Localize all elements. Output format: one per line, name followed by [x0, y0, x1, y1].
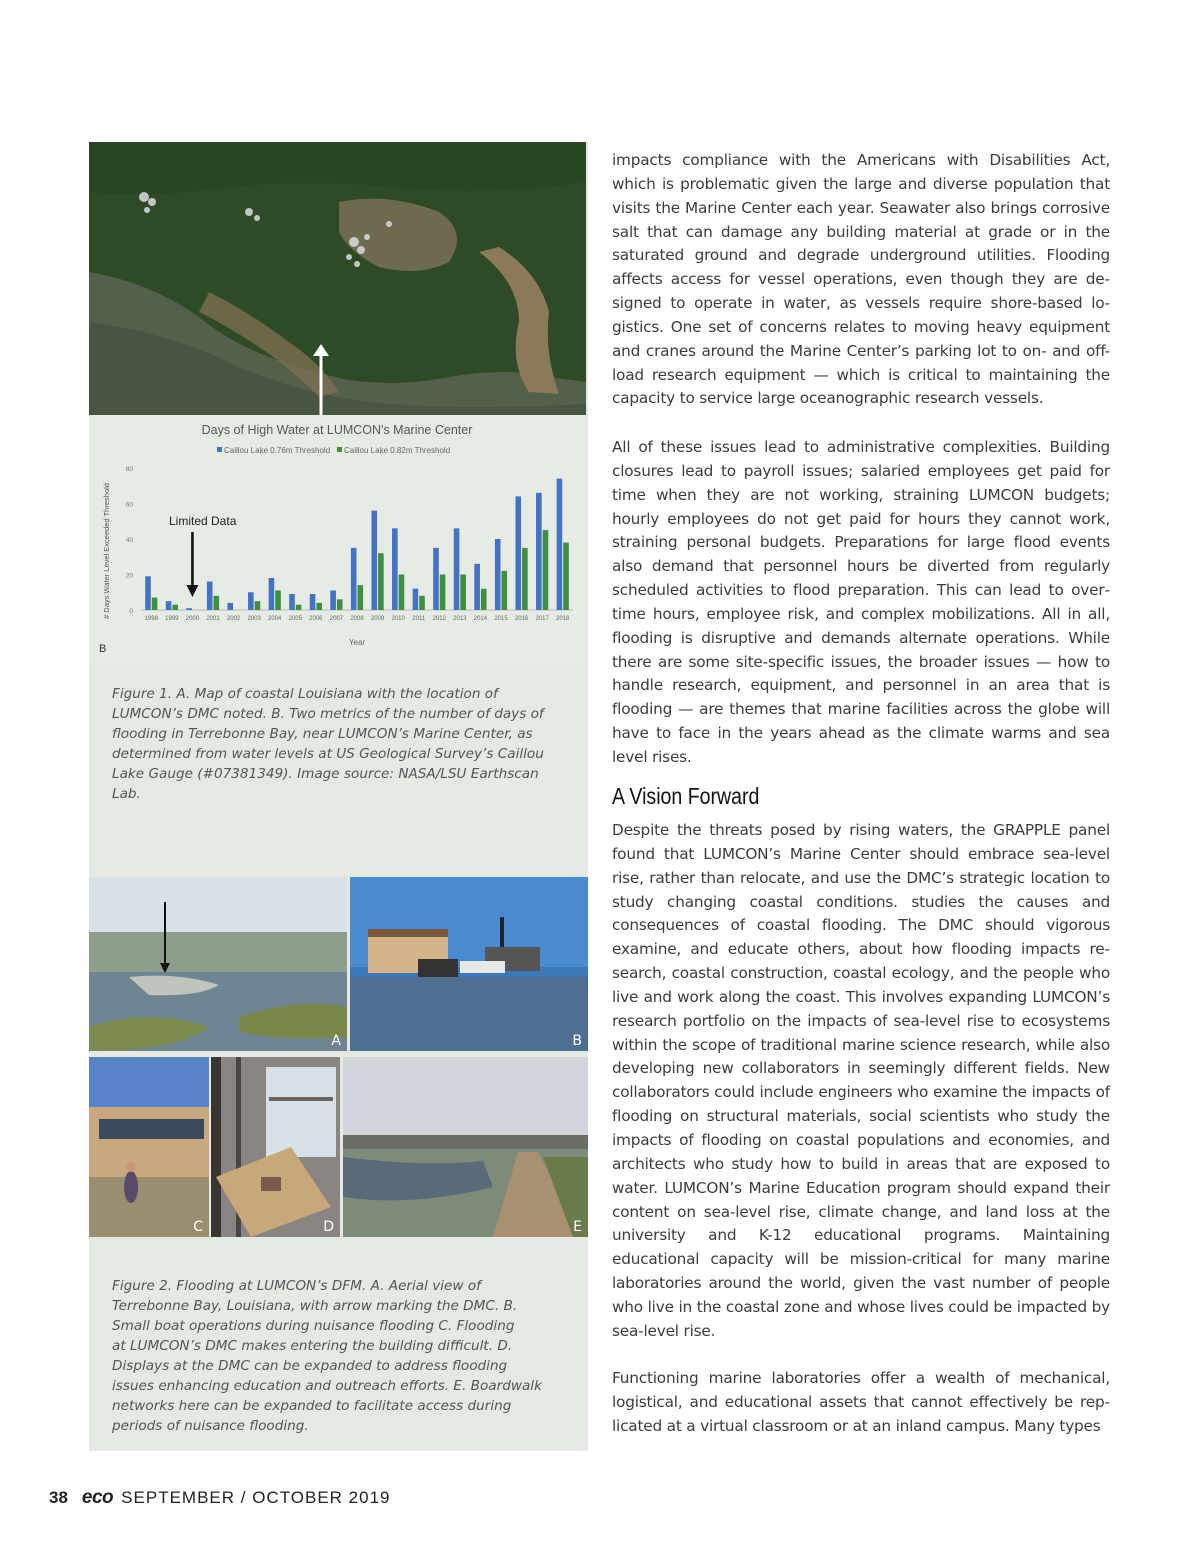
bar-series2-2016	[522, 548, 528, 610]
x-tick-label: 2001	[206, 616, 220, 622]
figure1-panel-b-label: B	[99, 643, 107, 655]
bar-series1-2005	[289, 594, 295, 610]
x-tick-label: 2014	[473, 616, 488, 622]
bar-series1-2007	[330, 590, 336, 610]
page-number: 38	[49, 1488, 68, 1507]
photo-label-a: A	[331, 1033, 341, 1049]
bar-series2-2018	[563, 543, 569, 610]
figure2-caption: Figure 2. Flooding at LUMCON’s DFM. A. Aerial view of Terrebonne Bay, Louisiana, with arrow marking the DMC. B. Small boat operations during nuisance flooding C. Flooding at LUMCON’s DMC makes entering the building difficult. D. Displays at the DMC can be expanded to address flooding issues enhancing education and outreach efforts. E. Boardwalk networks here can be expanded to facilitate access during periods of nuisance flooding.	[112, 1278, 542, 1434]
bar-series1-1999	[166, 601, 172, 610]
bar-series1-2018	[557, 479, 563, 610]
x-tick-label: 2018	[556, 616, 570, 622]
bar-series1-2006	[310, 594, 316, 610]
photo-label-e: E	[573, 1219, 582, 1235]
x-tick-label: 2017	[535, 616, 549, 622]
x-tick-label: 1998	[144, 616, 158, 622]
x-tick-label: 2000	[185, 616, 200, 622]
photo-dmc-displays	[211, 1057, 340, 1237]
y-tick-label: 0	[129, 608, 133, 615]
photo-flooded-entrance	[89, 1057, 209, 1237]
section-heading: A Vision Forward	[612, 783, 760, 809]
page-footer	[49, 1487, 391, 1509]
bar-series2-2015	[502, 571, 508, 610]
bar-series2-2013	[460, 575, 466, 611]
bar-series2-2017	[543, 530, 549, 610]
y-axis-label: # Days Water Level Exceeded Threshold	[102, 483, 111, 619]
y-tick-label: 60	[125, 501, 133, 509]
figure1-caption: Figure 1. A. Map of coastal Louisiana with the location of LUMCON’s DMC noted. B. Two metrics of the number of days of flooding in Terrebonne Bay, near LUMCON’s Marine Center, as determined from water levels at US Geological Survey’s Caillou Lake Gauge (#07381349). Image source: NASA/LSU Earthscan Lab.	[112, 686, 544, 802]
bar-series1-2016	[515, 496, 521, 610]
article-paragraph-1: impacts compliance with the Americans with Disabilities Act, which is problematic given the large and diverse population that visits the Marine Center each year. Seawater also brings corrosive salt that can damage any building material at grade or in the saturated ground and degrade underground utilities. Flooding affects access for vessel operations, even though they are designed to operate in water, as vessels require shore-based logistics. One set of concerns relates to moving heavy equipment and cranes around the Marine Center’s parking lot to on- and off-load research equipment — which is critical to maintaining the capacity to service large oceanographic research vessels.	[612, 151, 1110, 408]
photo-label-b: B	[572, 1033, 582, 1049]
legend-label-2: Caillou Lake 0.82m Threshold	[344, 446, 451, 455]
bar-series2-2009	[378, 553, 384, 610]
bar-series1-2011	[413, 589, 419, 610]
x-tick-label: 2002	[226, 616, 241, 622]
photo-label-d: D	[323, 1219, 334, 1235]
bar-series1-2012	[433, 548, 439, 610]
bar-series2-2004	[275, 590, 281, 610]
bar-series1-2015	[495, 539, 501, 610]
high-water-chart	[89, 415, 586, 665]
bar-series2-2007	[337, 599, 343, 610]
magazine-logo: eco	[81, 1487, 114, 1508]
bar-series2-2010	[399, 575, 405, 611]
bar-series1-2000	[186, 608, 192, 610]
article-paragraph-2: All of these issues lead to administrative complexities. Building closures lead to payroll issues; salaried employees get paid for time when they are not working, straining LUMCON budgets; hourly employees do not get paid for hours they cannot work, straining personal budgets. Preparations for large flood events also demand that personnel hours be diverted from regularly scheduled activities to flood preparation. This can lead to overtime hours, employee risk, and complex mobilizations. All in all, flooding is disruptive and demands alternate operations. While there are some site-specific issues, the broader issues — how to handle research, equipment, and personnel in an area that is flooding — are themes that marine facilities across the globe will have to face in the years ahead as the climate warms and sea level rises.	[612, 438, 1110, 766]
bar-series2-2001	[214, 596, 220, 610]
x-tick-label: 2006	[309, 616, 323, 622]
bar-series1-2001	[207, 582, 213, 610]
bar-series2-2008	[358, 585, 364, 610]
x-tick-label: 2016	[514, 616, 529, 622]
bar-series2-2012	[440, 575, 446, 611]
bar-series1-2013	[454, 528, 460, 610]
chart-title: Days of High Water at LUMCON's Marine Center	[201, 423, 473, 437]
x-tick-label: 2011	[412, 616, 426, 622]
legend-swatch-2	[337, 447, 342, 452]
photo-boardwalk	[343, 1057, 588, 1237]
x-tick-label: 1999	[165, 616, 179, 622]
x-tick-label: 2008	[350, 616, 364, 622]
y-tick-label: 40	[125, 537, 133, 544]
x-tick-label: 2015	[494, 616, 508, 622]
satellite-map-image	[89, 142, 586, 415]
bar-series1-2003	[248, 592, 254, 610]
bar-series2-2006	[316, 603, 322, 610]
x-tick-label: 2013	[453, 616, 467, 622]
bar-series2-2003	[255, 601, 261, 610]
y-tick-label: 20	[125, 572, 133, 580]
x-tick-label: 2003	[247, 616, 261, 622]
bar-series2-2005	[296, 605, 302, 610]
photo-label-c: C	[193, 1219, 203, 1235]
annotation-arrow-head	[186, 585, 198, 597]
bar-series1-2008	[351, 548, 357, 610]
bar-series1-2017	[536, 493, 542, 610]
photo-small-boat-flooding	[350, 877, 588, 1051]
bar-series1-2014	[474, 564, 480, 610]
photo-aerial-terrebonne-bay	[89, 877, 347, 1051]
legend-label-1: Caillou Lake 0.76m Threshold	[224, 446, 331, 455]
bar-series1-2010	[392, 528, 398, 610]
legend-swatch-1	[217, 447, 222, 452]
issue-date: SEPTEMBER / OCTOBER 2019	[121, 1488, 391, 1507]
article-paragraph-3: Despite the threats posed by rising waters, the GRAPPLE panel found that LUMCON’s Marine Center should embrace sea-level rise, rather than relocate, and use the DMC’s strategic location to study changing coastal conditions. studies the causes and consequences of coastal flooding. The DMC should vigorous examine, and educate others, about how flooding impacts research, coastal construction, coastal ecology, and the people who live and work along the coast. This involves expanding LUMCON’s research portfolio on the impacts of sea-level rise to ecosystems within the scope of traditional marine science research, while also developing new collaborators in seemingly different fields. New collaborators could include engineers who examine the impacts of flooding on structural materials, social scientists who study the impacts of flooding on coastal populations and economies, and architects who study how to build in areas that are exposed to water. LUMCON’s Marine Education program should expand their content on sea-level rise, climate change, and land loss at the university and K-12 educational programs. Maintaining educational capacity will be mission-critical for many marine laboratories around the world, given the vast number of people who live in the coastal zone and whose lives could be impacted by sea-level rise.	[612, 821, 1110, 1340]
bar-series1-1998	[145, 576, 151, 610]
x-tick-label: 2004	[268, 616, 282, 622]
x-tick-label: 2012	[432, 616, 446, 622]
x-tick-label: 2005	[288, 616, 302, 622]
article-paragraph-4: Functioning marine laboratories offer a wealth of mechanical, logistical, and educational assets that cannot effectively be replicated at a virtual classroom or at an inland campus. Many types	[612, 1369, 1110, 1435]
bar-series1-2009	[371, 511, 377, 610]
bar-series1-2002	[227, 603, 233, 610]
bar-series2-1999	[172, 605, 178, 610]
x-tick-label: 2010	[391, 616, 405, 622]
x-tick-label: 2009	[370, 616, 385, 622]
bar-series1-2004	[269, 578, 275, 610]
bar-series2-2011	[419, 596, 425, 610]
x-axis-label: Year	[348, 638, 366, 647]
bar-series2-2014	[481, 589, 487, 610]
limited-data-annotation: Limited Data	[169, 514, 237, 528]
x-tick-label: 2007	[329, 616, 344, 622]
bar-series2-1998	[152, 598, 158, 610]
y-tick-label: 80	[125, 466, 133, 473]
